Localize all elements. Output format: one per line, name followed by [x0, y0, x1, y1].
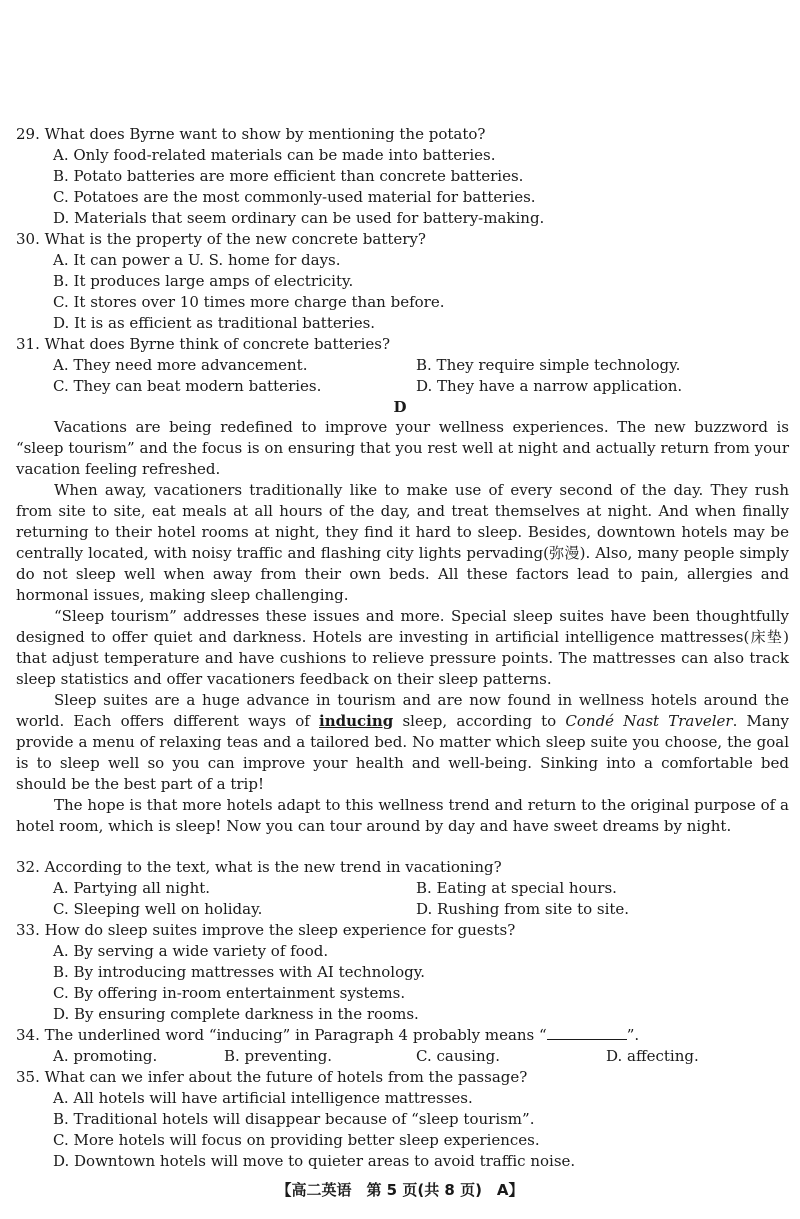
question-34-stem-text: 34. The underlined word “inducing” in Paragraph 4 probably means “	[16, 1026, 547, 1044]
question-34-stem	[16, 1025, 639, 1045]
question-30-stem: 30. What is the property of the new concrete battery?	[16, 230, 426, 248]
question-32-stem: 32. According to the text, what is the new trend in vacationing?	[16, 858, 502, 876]
question-29-option-b: B. Potato batteries are more efficient than concrete batteries.	[53, 167, 524, 185]
question-29-option-c: C. Potatoes are the most commonly-used material for batteries.	[53, 188, 536, 206]
question-35-stem: 35. What can we infer about the future of hotels from the passage?	[16, 1068, 528, 1086]
question-30-option-a: A. It can power a U. S. home for days.	[53, 251, 341, 269]
question-35-option-d: D. Downtown hotels will move to quieter areas to avoid traffic noise.	[53, 1152, 576, 1170]
underlined-word-inducing: inducing	[319, 712, 394, 730]
question-30-option-c: C. It stores over 10 times more charge than before.	[53, 293, 445, 311]
question-31-option-c: C. They can beat modern batteries.	[53, 377, 322, 395]
paragraph-4-text-b: sleep, according to	[393, 712, 566, 730]
question-33-option-a: A. By serving a wide variety of food.	[53, 942, 329, 960]
question-31-stem: 31. What does Byrne think of concrete batteries?	[16, 335, 391, 353]
question-30-option-d: D. It is as efficient as traditional batteries.	[53, 314, 376, 332]
question-34-option-b: B. preventing.	[224, 1047, 333, 1065]
question-31-option-d: D. They have a narrow application.	[416, 377, 683, 395]
answer-blank	[547, 1025, 627, 1040]
paragraph-4-text-a: Sleep suites are a huge advance in tourism and are now found in wellness hotels around the world. Each offers different ways of	[16, 691, 789, 730]
question-29-stem: 29. What does Byrne want to show by mentioning the potato?	[16, 125, 486, 143]
question-34-option-a: A. promoting.	[53, 1047, 158, 1065]
page-footer: 【高二英语 第 5 页(共 8 页) A】	[276, 1181, 524, 1199]
question-32-option-d: D. Rushing from site to site.	[416, 900, 630, 918]
passage-paragraph-4	[16, 690, 789, 795]
question-33-stem: 33. How do sleep suites improve the sleep experience for guests?	[16, 921, 516, 939]
question-33-option-c: C. By offering in-room entertainment systems.	[53, 984, 406, 1002]
question-33-option-d: D. By ensuring complete darkness in the rooms.	[53, 1005, 419, 1023]
passage-paragraph-1: Vacations are being redefined to improve your wellness experiences. The new buzzword is “sleep tourism” and the focus is on ensuring that you rest well at night and actually return from your vacation feeling refreshed.	[16, 418, 789, 478]
question-32-option-c: C. Sleeping well on holiday.	[53, 900, 263, 918]
section-d-heading: D	[393, 398, 407, 416]
question-34-option-c: C. causing.	[416, 1047, 501, 1065]
question-32-option-b: B. Eating at special hours.	[416, 879, 617, 897]
question-35-option-b: B. Traditional hotels will disappear because of “sleep tourism”.	[53, 1110, 535, 1128]
passage-paragraph-3: “Sleep tourism” addresses these issues and more. Special sleep suites have been thoughtfully designed to offer quiet and darkness. Hotels are investing in artificial intelligence mattresses(床垫) that adjust temperature and have cushions to relieve pressure points. The mattresses can also track sleep statistics and offer vacationers feedback on their sleep patterns.	[16, 607, 789, 688]
paragraph-4-text-c: . Many provide a menu of relaxing teas and a tailored bed. No matter which sleep suite you choose, the goal is to sleep well so you can improve your health and well-being. Sinking into a comfortable bed should be the best part of a trip!	[16, 712, 789, 793]
question-29-option-d: D. Materials that seem ordinary can be used for battery-making.	[53, 209, 545, 227]
passage-paragraph-2: When away, vacationers traditionally like to make use of every second of the day. They rush from site to site, eat meals at all hours of the day, and treat themselves at night. And when finally returning to their hotel rooms at night, they find it hard to sleep. Besides, downtown hotels may be centrally located, with noisy traffic and flashing city lights pervading(弥漫). Also, many people simply do not sleep well when away from their own beds. All these factors lead to pain, allergies and hormonal issues, making sleep challenging.	[16, 481, 789, 604]
question-32-option-a: A. Partying all night.	[53, 879, 211, 897]
question-33-option-b: B. By introducing mattresses with AI technology.	[53, 963, 425, 981]
source-publication: Condé Nast Traveler	[565, 712, 733, 730]
question-34-option-d: D. affecting.	[606, 1047, 699, 1065]
passage-paragraph-5: The hope is that more hotels adapt to this wellness trend and return to the original purpose of a hotel room, which is sleep! Now you can tour around by day and have sweet dreams by night.	[16, 796, 789, 835]
question-31-option-a: A. They need more advancement.	[53, 356, 308, 374]
question-30-option-b: B. It produces large amps of electricity.	[53, 272, 354, 290]
question-35-option-c: C. More hotels will focus on providing better sleep experiences.	[53, 1131, 540, 1149]
question-34-stem-end: ”.	[626, 1026, 640, 1044]
question-35-option-a: A. All hotels will have artificial intelligence mattresses.	[53, 1089, 473, 1107]
question-31-option-b: B. They require simple technology.	[416, 356, 681, 374]
question-29-option-a: A. Only food-related materials can be made into batteries.	[53, 146, 496, 164]
